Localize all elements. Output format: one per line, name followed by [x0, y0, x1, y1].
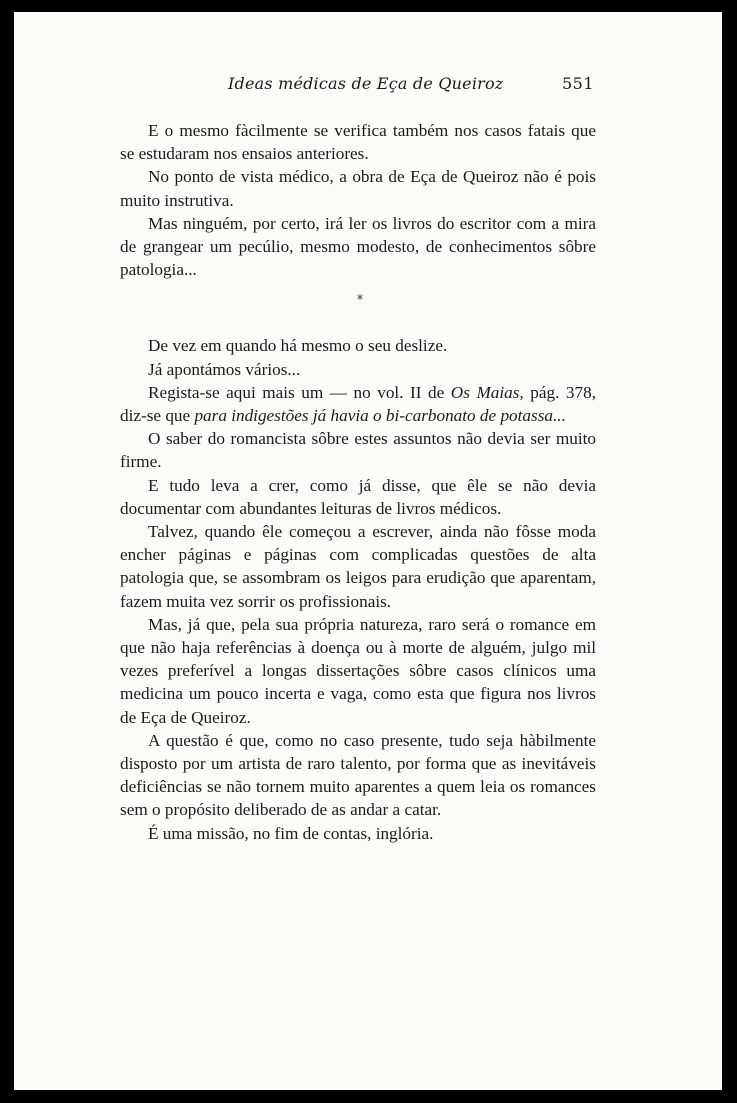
book-page [14, 12, 722, 1090]
section-separator: * [356, 293, 364, 309]
paragraph: De vez em quando há mesmo o seu deslize. [148, 336, 448, 356]
book-title: Os Maias, [450, 382, 524, 402]
paragraph: Talvez, quando êle começou a escrever, ainda não fôsse moda encher páginas e páginas com complicadas questões de alta patologia que, se assombram os leigos para erudição que aparentam, fazem muita vez sorrir os profissionais. [120, 522, 596, 611]
paragraph: Já apontámos vários... [148, 359, 301, 379]
section-gap [120, 325, 596, 334]
paragraph: A questão é que, como no caso presente, tudo seja hàbilmente disposto por um artista de raro talento, por forma que as inevitáveis deficiências se não tornem muito aparentes a quem leia os romances sem o propósito deliberado de as andar a catar. [120, 730, 596, 820]
paragraph: E o mesmo fàcilmente se verifica também nos casos fatais que se estudaram nos ensaios anteriores. [120, 121, 596, 164]
paragraph: Mas, já que, pela sua própria natureza, raro será o romance em que não haja referências à doença ou à morte de alguém, julgo mil vezes preferível a longas dissertações sôbre casos clínicos uma medicina um pouco incerta e vaga, como esta que figura nos livros de Eça de Queiroz. [120, 614, 596, 727]
page-header [14, 74, 722, 104]
paragraph: É uma missão, no fim de contas, inglória. [148, 823, 434, 843]
paragraph: Mas ninguém, por certo, irá ler os livros do escritor com a mira de grangear um pecúlio, mesmo modesto, de conhecimentos sôbre patologia... [120, 213, 596, 280]
paragraph-text: Regista-se aqui mais um — no vol. II de [148, 382, 451, 402]
paragraph: No ponto de vista médico, a obra de Eça de Queiroz não é pois muito instrutiva. [120, 167, 596, 210]
paragraph-with-quote [120, 381, 596, 427]
running-title: Ideas médicas de Eça de Queiroz [228, 74, 504, 93]
paragraph: O saber do romancista sôbre estes assuntos não devia ser muito firme. [120, 429, 596, 472]
page-number: 551 [562, 74, 595, 93]
page-body [120, 119, 596, 845]
quoted-text: para indigestões já havia o bi-carbonato de potassa... [194, 406, 566, 426]
paragraph: E tudo leva a crer, como já disse, que êle se não devia documentar com abundantes leituras de livros médicos. [120, 475, 596, 518]
paragraph-text: pág. 378, diz-se que [120, 382, 596, 426]
